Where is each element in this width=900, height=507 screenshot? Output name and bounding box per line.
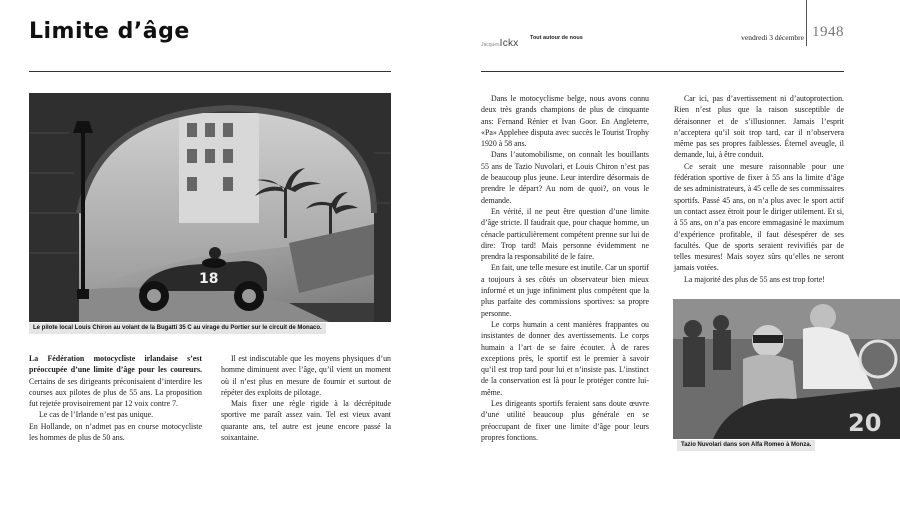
lead-paragraph: La Fédération motocycliste irlandaise s’est préoccupée d’une limite d’âge pour les coureurs. <box>29 354 202 375</box>
right-page <box>450 0 900 507</box>
car-number-label: 18 <box>199 271 219 287</box>
right-column-1 <box>481 93 649 443</box>
author-first-name: Jacques <box>481 42 500 48</box>
paragraph: En Hollande, on n’admet pas en course motocycliste les hommes de plus de 50 ans. <box>29 421 202 443</box>
right-header-rule <box>481 71 844 72</box>
paragraph: Le cas de l’Irlande n’est pas unique. <box>39 410 154 420</box>
left-column-2 <box>221 353 391 443</box>
monaco-photo-caption: Le pilote local Louis Chiron au volant de la Bugatti 35 C au virage du Portier sur le circuit de Monaco. <box>29 323 326 334</box>
header-date: vendredi 3 décembre <box>741 33 804 42</box>
paragraph: En fait, une telle mesure est inutile. Car un sportif a toujours à ses côtés un observateur bien mieux informé et un juge infiniment plus compétent que la plus parfaite des commissions sportives: sa propre personne. <box>481 263 649 318</box>
paragraph: Car ici, pas d’avertissement ni d’autoprotection. Rien n’est plus que la raison susceptible de déraisonner et de s’illusionner. Jamais l’esprit n’acceptera qu’il soit trop tard, car il n’observera même pas ses propres faiblesses. Éternel aveugle, il demande, lui, à être conduit. <box>674 94 844 160</box>
nuvolari-photo-caption: Tazio Nuvolari dans son Alfa Romeo à Monza. <box>677 440 815 451</box>
paragraph: Il est indiscutable que les moyens physiques d’un homme diminuent avec l’âge, qu’il vient un moment où il n’est plus en mesure de fournir et surtout de répéter des exploits de pilotage. <box>221 354 391 397</box>
monaco-photo <box>29 93 391 322</box>
nuvolari-photo <box>673 299 900 439</box>
left-header-rule <box>29 71 391 72</box>
paragraph: En vérité, il ne peut être question d’une limite d’âge stricte. Il faudrait que, pour chaque homme, un cénacle particulièrement compétent prenne sur lui de dire: Trop tard! Mais personne évidemment ne prendra la responsabilité de le faire. <box>481 206 649 262</box>
chapter-title: Limite d’âge <box>29 19 190 44</box>
car-number-decoration: 20 <box>848 409 882 437</box>
paragraph: Dans l’automobilisme, on connaît les bouillants 55 ans de Tazio Nuvolari, et Louis Chiron n’est pas de beaucoup plus jeune. Leur interdire désormais de prendre le départ? Au nom de quoi?, on vous le demande. <box>481 150 649 205</box>
paragraph: Le corps humain a cent manières frappantes ou insistantes de donner des avertissements. Le corps humain a l’art de se faire écouter. À de rares exceptions près, le sportif est le premier à savoir qu’il est trop tard pour lui et n’insiste pas. L’instinct de la conservation est là pour le protéger contre lui-même. <box>481 319 649 397</box>
paragraph: La majorité des plus de 55 ans est trop forte! <box>684 274 825 284</box>
header-divider <box>806 0 807 46</box>
header-subtitle: Tout autour de nous <box>530 35 583 41</box>
paragraph: Mais fixer une règle rigide à la décrépitude sportive me paraît assez vain. Tel est vieux avant quarante ans, tel autre est jeune encore passé la soixantaine. <box>221 399 391 443</box>
paragraph: Dans le motocyclisme belge, nous avons connu deux très grands champions de plus de cinquante ans: Fernand Rénier et Ivan Goor. En Angleterre, «Pa» Applebee disputa avec succès le Tourist Trophy 1920 à 58 ans. <box>481 94 649 149</box>
lead-paragraph-rest: Certains de ses dirigeants préconisaient d’interdire les courses aux pilotes de plus de 55 ans. La proposition fut rejetée provisoirement par 12 voix contre 7. <box>29 376 202 409</box>
right-column-2 <box>674 93 844 285</box>
paragraph: Les dirigeants sportifs feraient sans doute œuvre d’une utilité beaucoup plus générale en se préoccupant de fixer une limite d’âge pour leurs propres fonctions. <box>481 399 649 442</box>
author-last-name: Ickx <box>499 38 519 49</box>
left-column-1 <box>29 353 202 443</box>
header-author <box>481 33 519 51</box>
paragraph: Ce serait une mesure raisonnable pour une fédération sportive de fixer à 55 ans la limite d’âge de ses administrateurs, à 45 celle de ses commissaires sportifs. Passé 45 ans, on n’a plus avec le sport actif un contact assez étroit pour le diriger utilement. Et si, à 55 ans, on n’a pas encore emmagasiné le maximum d’expérience profitable, il faut désespérer de ses facultés. Que de sports seraient revivifiés par de telles mesures! Mais soyez sûrs qu’elles ne seront jamais votées. <box>674 161 844 273</box>
header-year: 1948 <box>812 24 844 40</box>
